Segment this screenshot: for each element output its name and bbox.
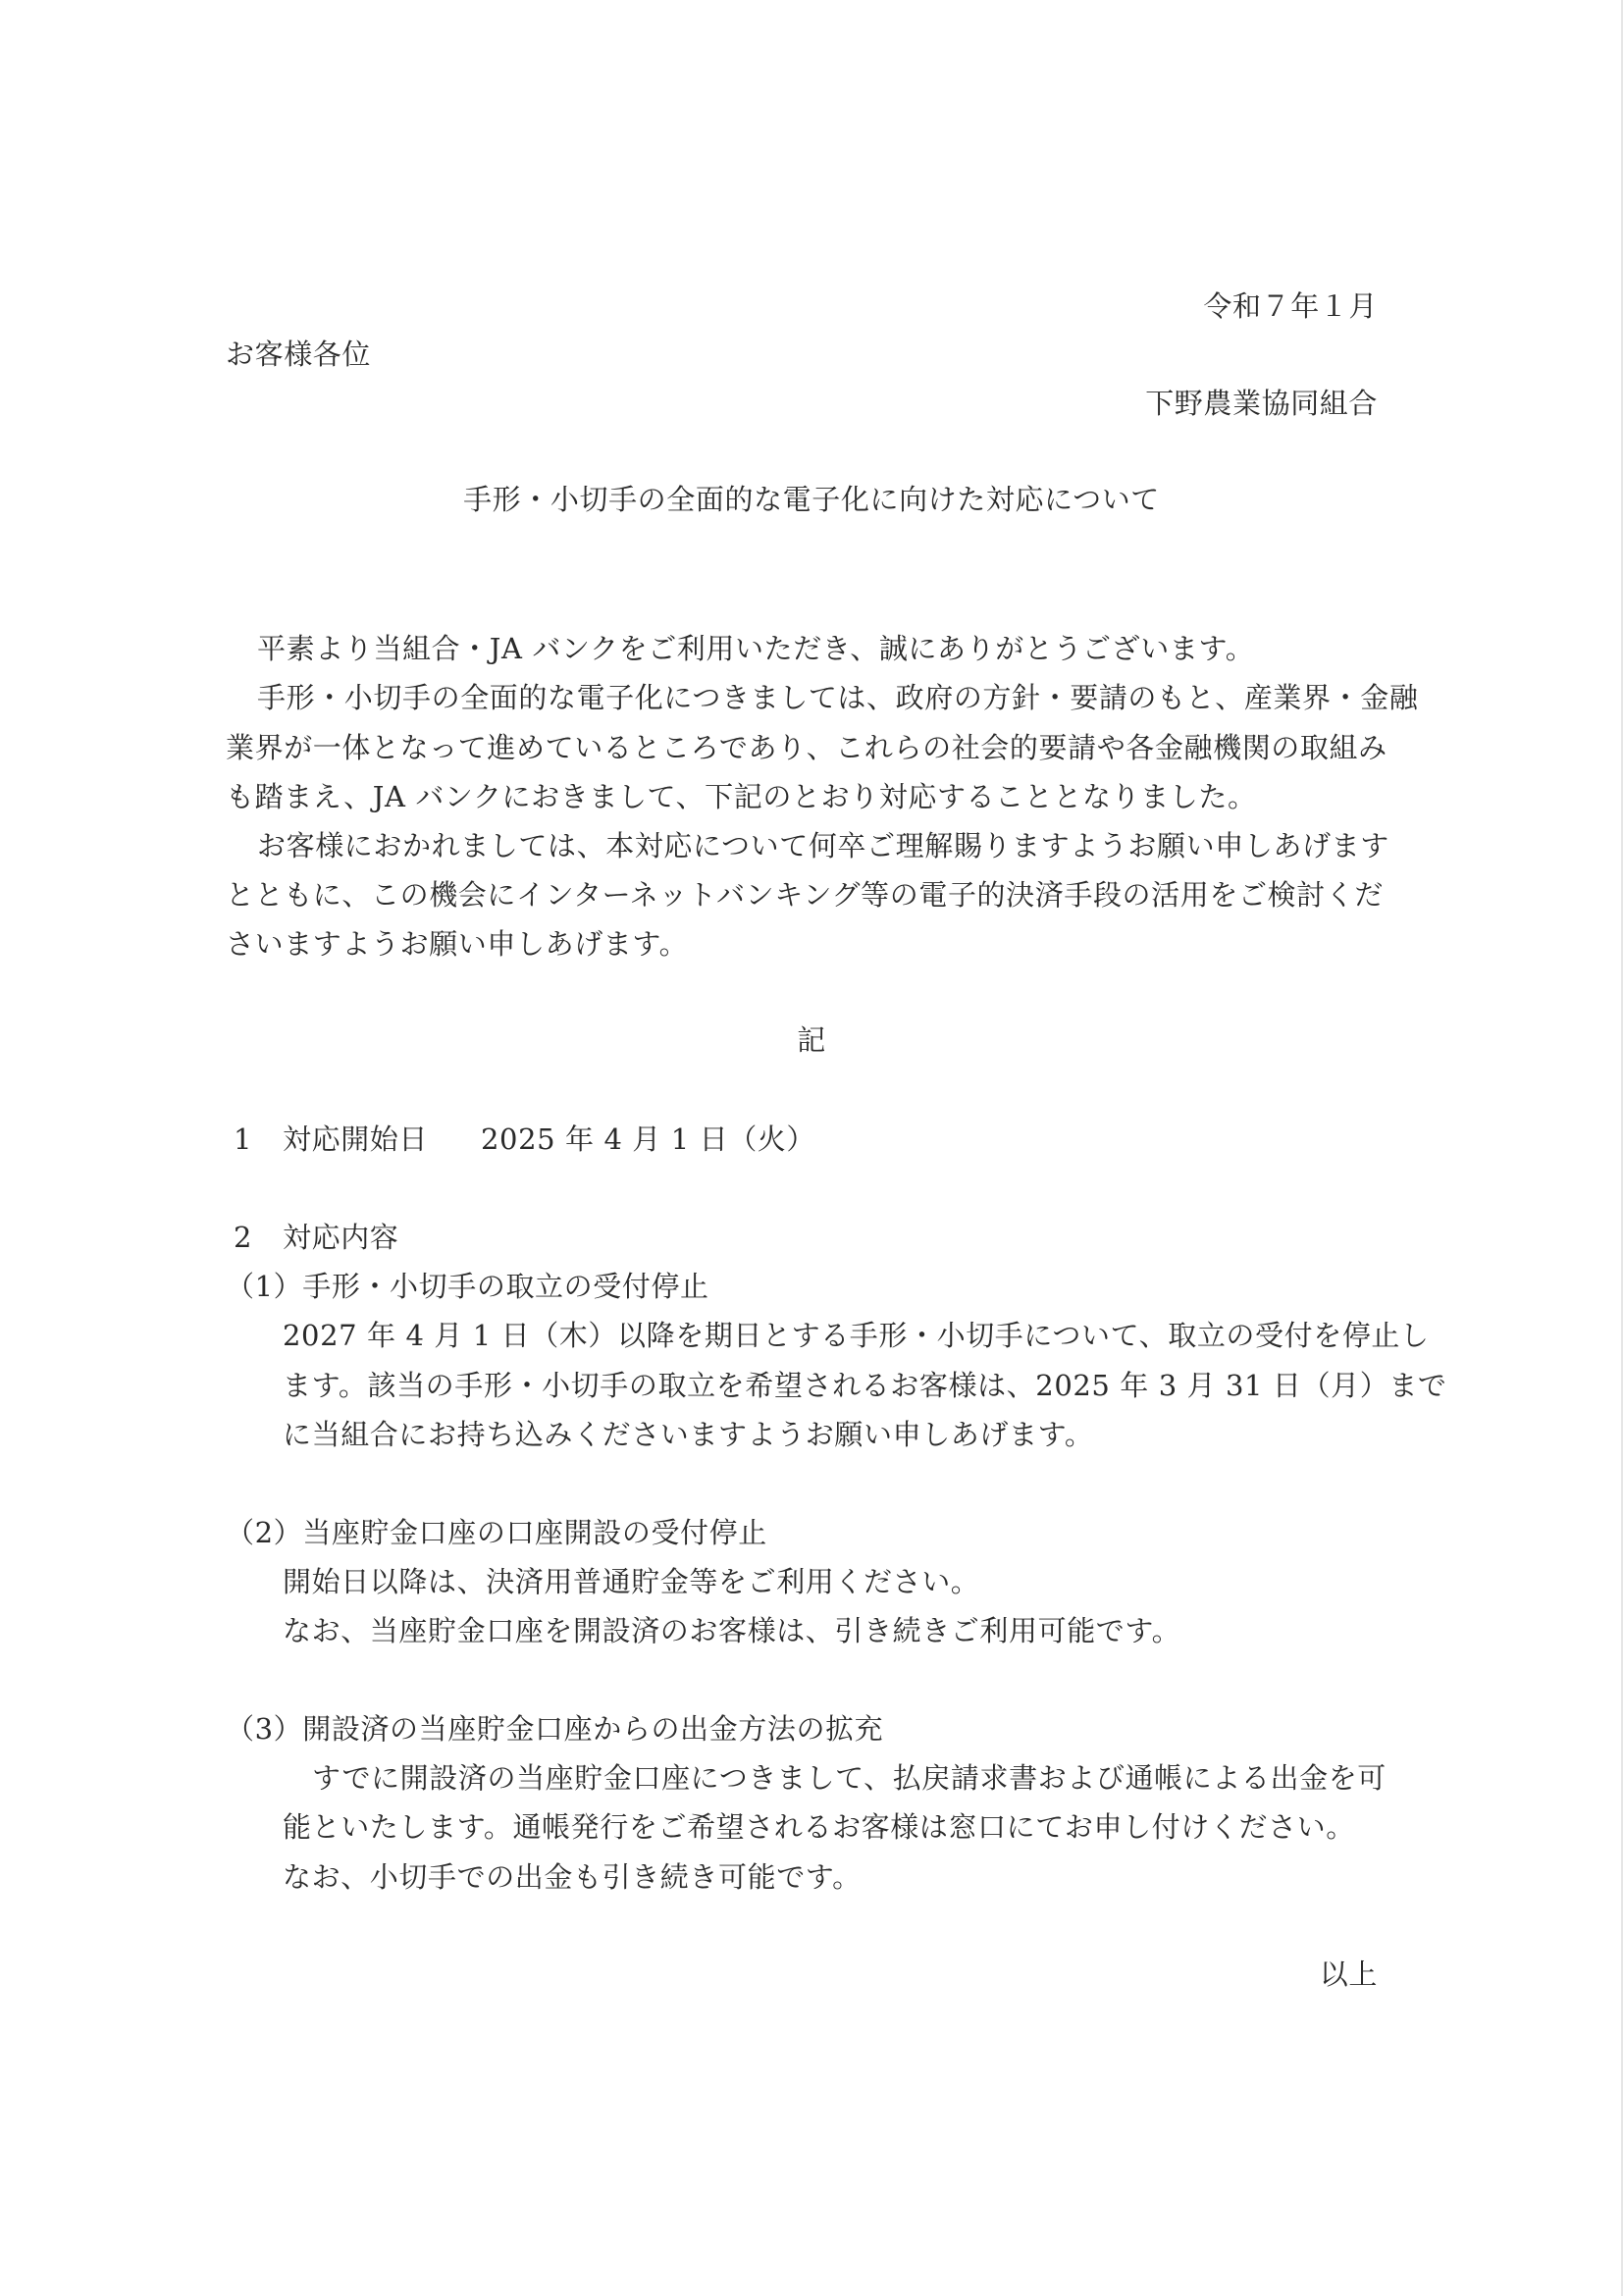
sub3-line: なお、小切手での出金も引き続き可能です。 bbox=[283, 1860, 862, 1894]
sub1-line: に当組合にお持ち込みくださいますようお願い申しあげます。 bbox=[283, 1418, 1094, 1451]
closing: 以上 bbox=[1319, 1957, 1378, 1991]
sub2-heading: （2）当座貯金口座の口座開設の受付停止 bbox=[226, 1516, 767, 1549]
addressee: お客様各位 bbox=[226, 338, 372, 371]
item1-value: 2025 年 4 月 1 日（火） bbox=[481, 1122, 815, 1156]
intro-line: とともに、この機会にインターネットバンキング等の電子的決済手段の活用をご検討くだ bbox=[226, 878, 1384, 912]
sender-organization: 下野農業協同組合 bbox=[1145, 387, 1378, 420]
sub3-line: すでに開設済の当座貯金口座につきまして、払戻請求書および通帳による出金を可 bbox=[312, 1761, 1387, 1795]
item1-number: 1 bbox=[234, 1122, 253, 1156]
sub1-line: 2027 年 4 月 1 日（木）以降を期日とする手形・小切手について、取立の受付を停止し bbox=[283, 1319, 1430, 1352]
ki-heading: 記 bbox=[797, 1023, 826, 1057]
document-title: 手形・小切手の全面的な電子化に向けた対応について bbox=[463, 483, 1160, 516]
intro-line: 平素より当組合・JA バンクをご利用いただき、誠にありがとうございます。 bbox=[257, 632, 1255, 665]
intro-line: 業界が一体となって進めているところであり、これらの社会的要請や各金融機関の取組み bbox=[226, 731, 1387, 764]
sub3-heading: （3）開設済の当座貯金口座からの出金方法の拡充 bbox=[226, 1712, 884, 1746]
intro-line: お客様におかれましては、本対応について何卒ご理解賜りますようお願い申しあげます bbox=[257, 829, 1389, 862]
item2-label: 対応内容 bbox=[283, 1221, 399, 1254]
sub3-line: 能といたします。通帳発行をご希望されるお客様は窓口にてお申し付けください。 bbox=[283, 1810, 1355, 1844]
document-date: 令和７年１月 bbox=[1203, 289, 1378, 323]
sub1-line: ます。該当の手形・小切手の取立を希望されるお客様は、2025 年 3 月 31 日（月）まで bbox=[283, 1369, 1447, 1402]
item1-label: 対応開始日 bbox=[283, 1122, 429, 1156]
sub2-line: 開始日以降は、決済用普通貯金等をご利用ください。 bbox=[283, 1565, 980, 1598]
sub1-heading: （1）手形・小切手の取立の受付停止 bbox=[226, 1270, 709, 1303]
intro-line: 手形・小切手の全面的な電子化につきましては、政府の方針・要請のもと、産業界・金融 bbox=[257, 681, 1419, 714]
intro-line: も踏まえ、JA バンクにおきまして、下記のとおり対応することとなりました。 bbox=[226, 780, 1257, 813]
item2-number: 2 bbox=[234, 1221, 253, 1254]
sub2-line: なお、当座貯金口座を開設済のお客様は、引き続きご利用可能です。 bbox=[283, 1614, 1181, 1647]
intro-line: さいますようお願い申しあげます。 bbox=[226, 927, 689, 961]
